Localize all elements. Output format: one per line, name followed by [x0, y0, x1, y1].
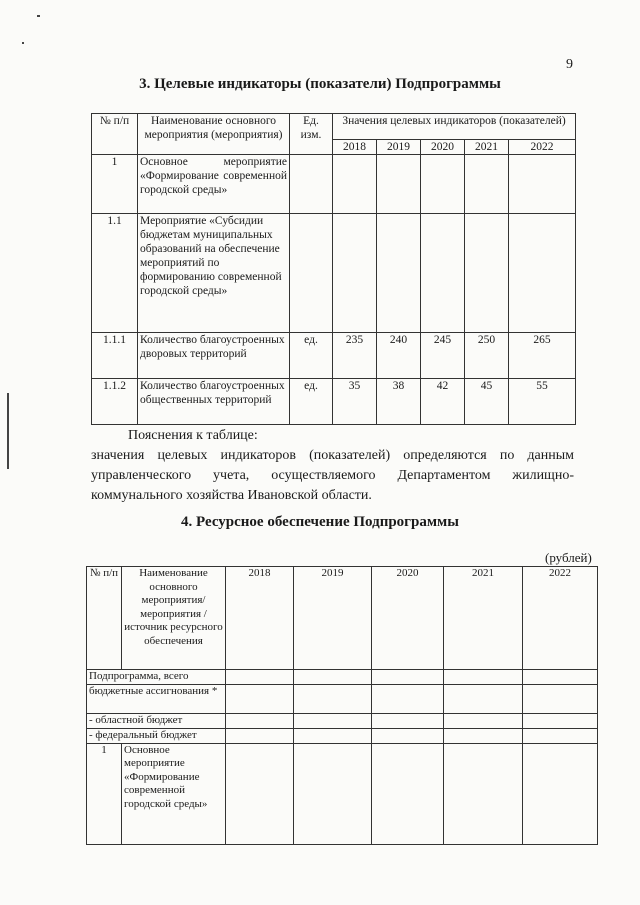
row-label: Подпрограмма, всего: [87, 670, 226, 685]
scan-artifact: [22, 42, 24, 44]
header-year: 2022: [509, 140, 576, 155]
table-row: [92, 214, 576, 333]
header-values: Значения целевых индикаторов (показателей): [333, 114, 576, 140]
header-unit: Ед. изм.: [290, 114, 333, 155]
table-row: [92, 379, 576, 425]
row-name: Количество благоустроенных дворовых территорий: [138, 333, 290, 379]
row-value: 42: [421, 379, 465, 425]
row-unit: ед.: [290, 333, 333, 379]
header-num: № п/п: [87, 567, 122, 670]
row-unit: ед.: [290, 379, 333, 425]
row-value: 250: [465, 333, 509, 379]
row-value: 245: [421, 333, 465, 379]
table-row: [92, 155, 576, 214]
table-row: [87, 670, 598, 685]
row-name: Мероприятие «Субсидии бюджетам муниципальных образований на обеспечение мероприятий по формированию современной городской среды»: [138, 214, 290, 333]
table-row: [87, 743, 598, 844]
target-indicators-table: [91, 113, 576, 425]
row-value: 265: [509, 333, 576, 379]
header-year: 2019: [377, 140, 421, 155]
header-year: 2020: [372, 567, 444, 670]
header-year: 2020: [421, 140, 465, 155]
table-row: [87, 728, 598, 743]
header-year: 2019: [294, 567, 372, 670]
row-name: Основное мероприятие «Формирование современной городской среды»: [122, 743, 226, 844]
row-num: 1.1.2: [92, 379, 138, 425]
table-row: [92, 333, 576, 379]
header-name: Наименование основного мероприятия (мероприятия): [138, 114, 290, 155]
table-row: [87, 713, 598, 728]
header-num: № п/п: [92, 114, 138, 155]
section-3-title: 3. Целевые индикаторы (показатели) Подпрограммы: [139, 76, 501, 92]
section-4-title: 4. Ресурсное обеспечение Подпрограммы: [181, 514, 459, 530]
row-num: 1: [87, 743, 122, 844]
notes-text: значения целевых индикаторов (показателей) определяются по данным управленческого учета, осуществляемого Департаментом жилищно-коммунального хозяйства Ивановской области.: [91, 448, 574, 503]
header-year: 2018: [333, 140, 377, 155]
header-year: 2021: [444, 567, 523, 670]
row-label: бюджетные ассигнования *: [87, 684, 226, 713]
header-year: 2022: [523, 567, 598, 670]
row-num: 1.1: [92, 214, 138, 333]
row-label: - областной бюджет: [87, 713, 226, 728]
notes-title: Пояснения к таблице:: [128, 428, 258, 443]
row-value: 38: [377, 379, 421, 425]
row-label: - федеральный бюджет: [87, 728, 226, 743]
row-num: 1: [92, 155, 138, 214]
header-name: Наименование основного мероприятия/ мероприятия /источник ресурсного обеспечения: [122, 567, 226, 670]
header-year: 2018: [226, 567, 294, 670]
currency-unit-note: (рублей): [545, 550, 592, 565]
row-value: 45: [465, 379, 509, 425]
table-row: [87, 684, 598, 713]
row-value: 240: [377, 333, 421, 379]
scan-artifact: [7, 393, 9, 469]
page-number: 9: [566, 57, 573, 72]
row-num: 1.1.1: [92, 333, 138, 379]
row-name: Основное мероприятие «Формирование современной городской среды»: [138, 155, 290, 214]
row-name: Количество благоустроенных общественных территорий: [138, 379, 290, 425]
row-value: 35: [333, 379, 377, 425]
scan-artifact: [37, 15, 40, 17]
row-value: 235: [333, 333, 377, 379]
header-year: 2021: [465, 140, 509, 155]
row-value: 55: [509, 379, 576, 425]
resource-table: [86, 566, 598, 845]
